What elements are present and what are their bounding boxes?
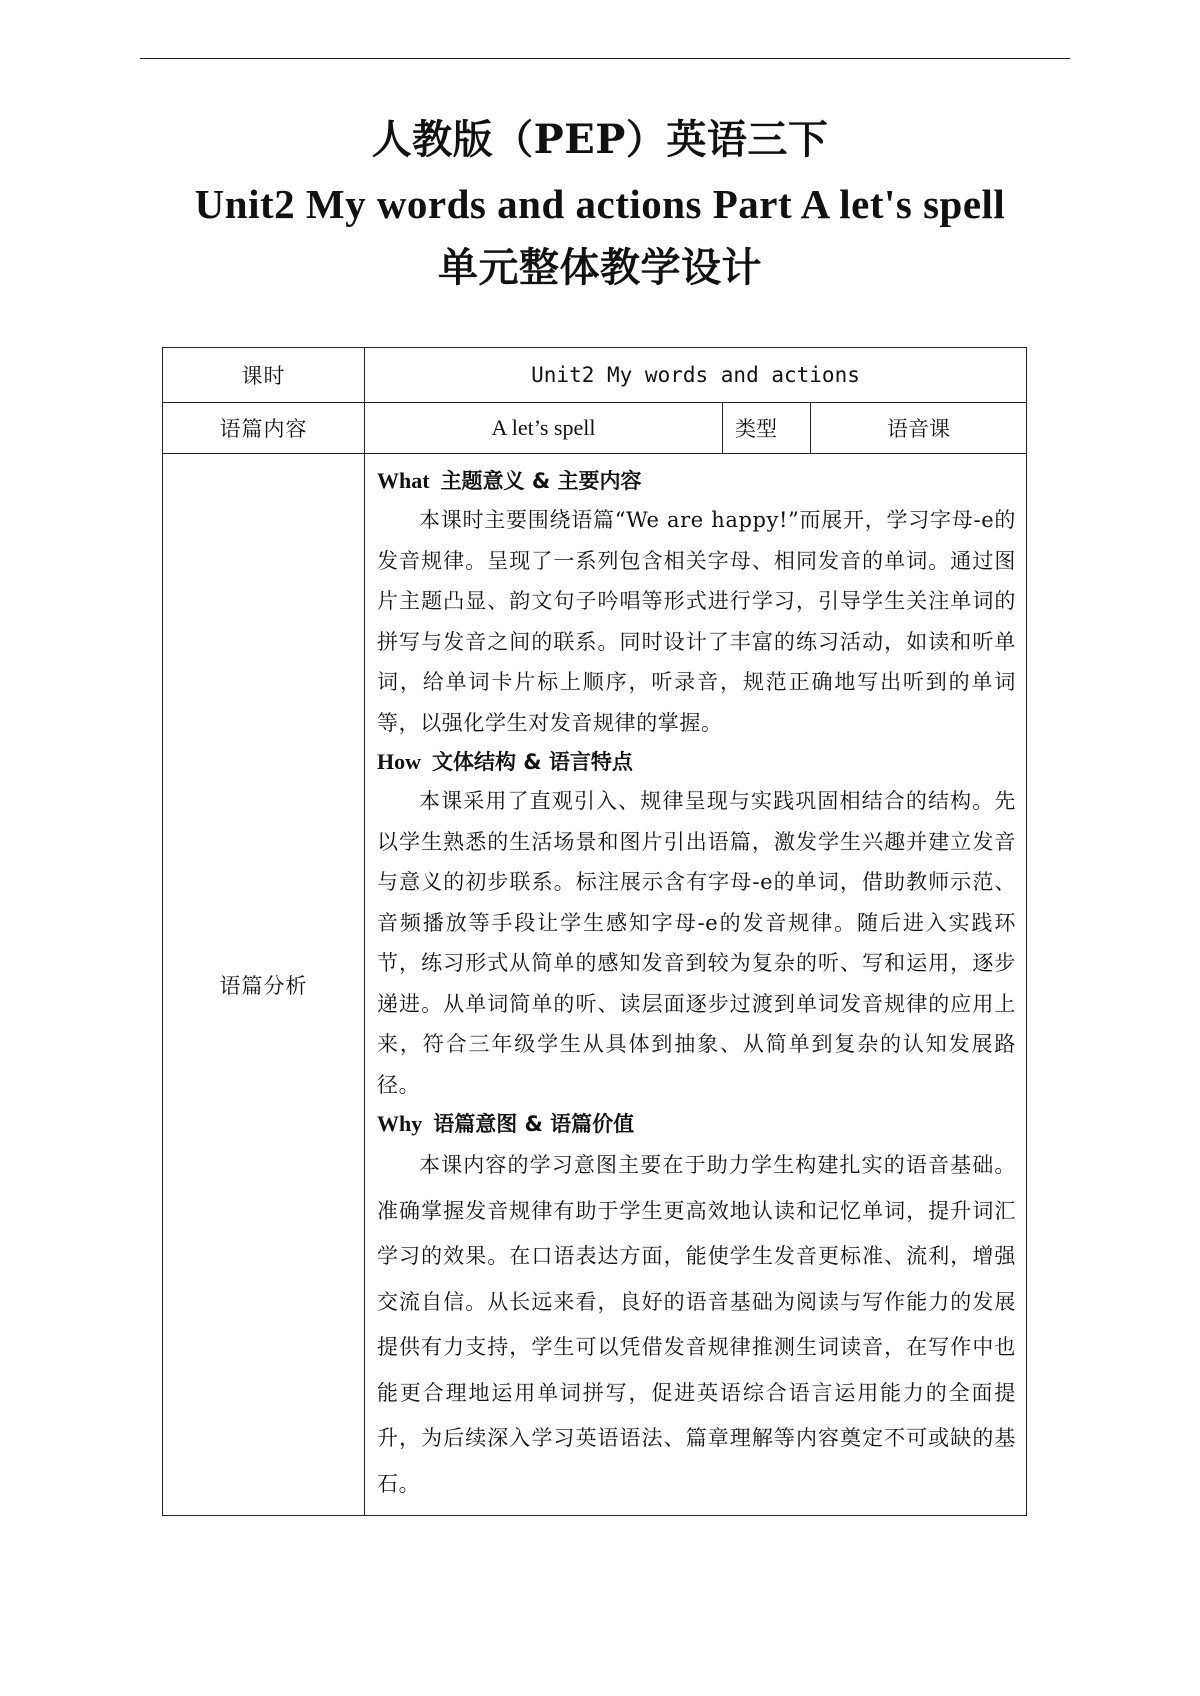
heading-zh: 文体结构 & 语言特点	[432, 750, 633, 774]
lesson-label: 课时	[163, 348, 365, 403]
document-title	[100, 108, 1100, 300]
header-rule	[140, 58, 1070, 59]
content-label: 语篇内容	[163, 403, 365, 454]
table-row-content	[163, 403, 1027, 454]
section-heading-how	[377, 743, 1016, 781]
lesson-value: Unit2 My words and actions	[365, 348, 1027, 403]
section-heading-why	[377, 1105, 1016, 1143]
section-text-why: 本课内容的学习意图主要在于助力学生构建扎实的语音基础。准确掌握发音规律有助于学生更高效地认读和记忆单词，提升词汇学习的效果。在口语表达方面，能使学生发音更标准、流利，增强交流自信。从长远来看，良好的语音基础为阅读与写作能力的发展提供有力支持，学生可以凭借发音规律推测生词读音，在写作中也能更合理地运用单词拼写，促进英语综合语言运用能力的全面提升，为后续深入学习英语语法、篇章理解等内容奠定不可或缺的基石。	[377, 1153, 1017, 1496]
analysis-content	[365, 454, 1027, 1516]
section-text-how: 本课采用了直观引入、规律呈现与实践巩固相结合的结构。先以学生熟悉的生活场景和图片引出语篇，激发学生兴趣并建立发音与意义的初步联系。标注展示含有字母-e的单词，借助教师示范、音频播放等手段让学生感知字母-e的发音规律。随后进入实践环节，练习形式从简单的感知发音到较为复杂的听、写和运用，逐步递进。从单词简单的听、读层面逐步过渡到单词发音规律的应用上来，符合三年级学生从具体到抽象、从简单到复杂的认知发展路径。	[377, 789, 1017, 1097]
analysis-label: 语篇分析	[163, 454, 365, 1516]
heading-en: How	[377, 749, 421, 774]
title-line-3: 单元整体教学设计	[438, 244, 762, 291]
table-row-lesson	[163, 348, 1027, 403]
type-label: 类型	[723, 403, 811, 454]
section-heading-what	[377, 462, 1016, 500]
title-line-1: 人教版（PEP）英语三下	[371, 116, 829, 163]
title-line-2: Unit2 My words and actions Part A let's spell	[194, 181, 1006, 227]
content-value: A let’s spell	[365, 403, 723, 454]
type-value: 语音课	[811, 403, 1027, 454]
section-text-what: 本课时主要围绕语篇“We are happy!”而展开，学习字母-e的发音规律。呈现了一系列包含相关字母、相同发音的单词。通过图片主题凸显、韵文句子吟唱等形式进行学习，引导学生关注单词的拼写与发音之间的联系。同时设计了丰富的练习活动，如读和听单词，给单词卡片标上顺序，听录音，规范正确地写出听到的单词等，以强化学生对发音规律的掌握。	[377, 508, 1017, 735]
heading-zh: 语篇意图 & 语篇价值	[433, 1112, 635, 1136]
heading-zh: 主题意义 & 主要内容	[440, 469, 642, 493]
heading-en: What	[377, 468, 430, 493]
lesson-design-table	[162, 347, 1027, 1516]
heading-en: Why	[377, 1111, 423, 1136]
table-row-analysis	[163, 454, 1027, 1516]
